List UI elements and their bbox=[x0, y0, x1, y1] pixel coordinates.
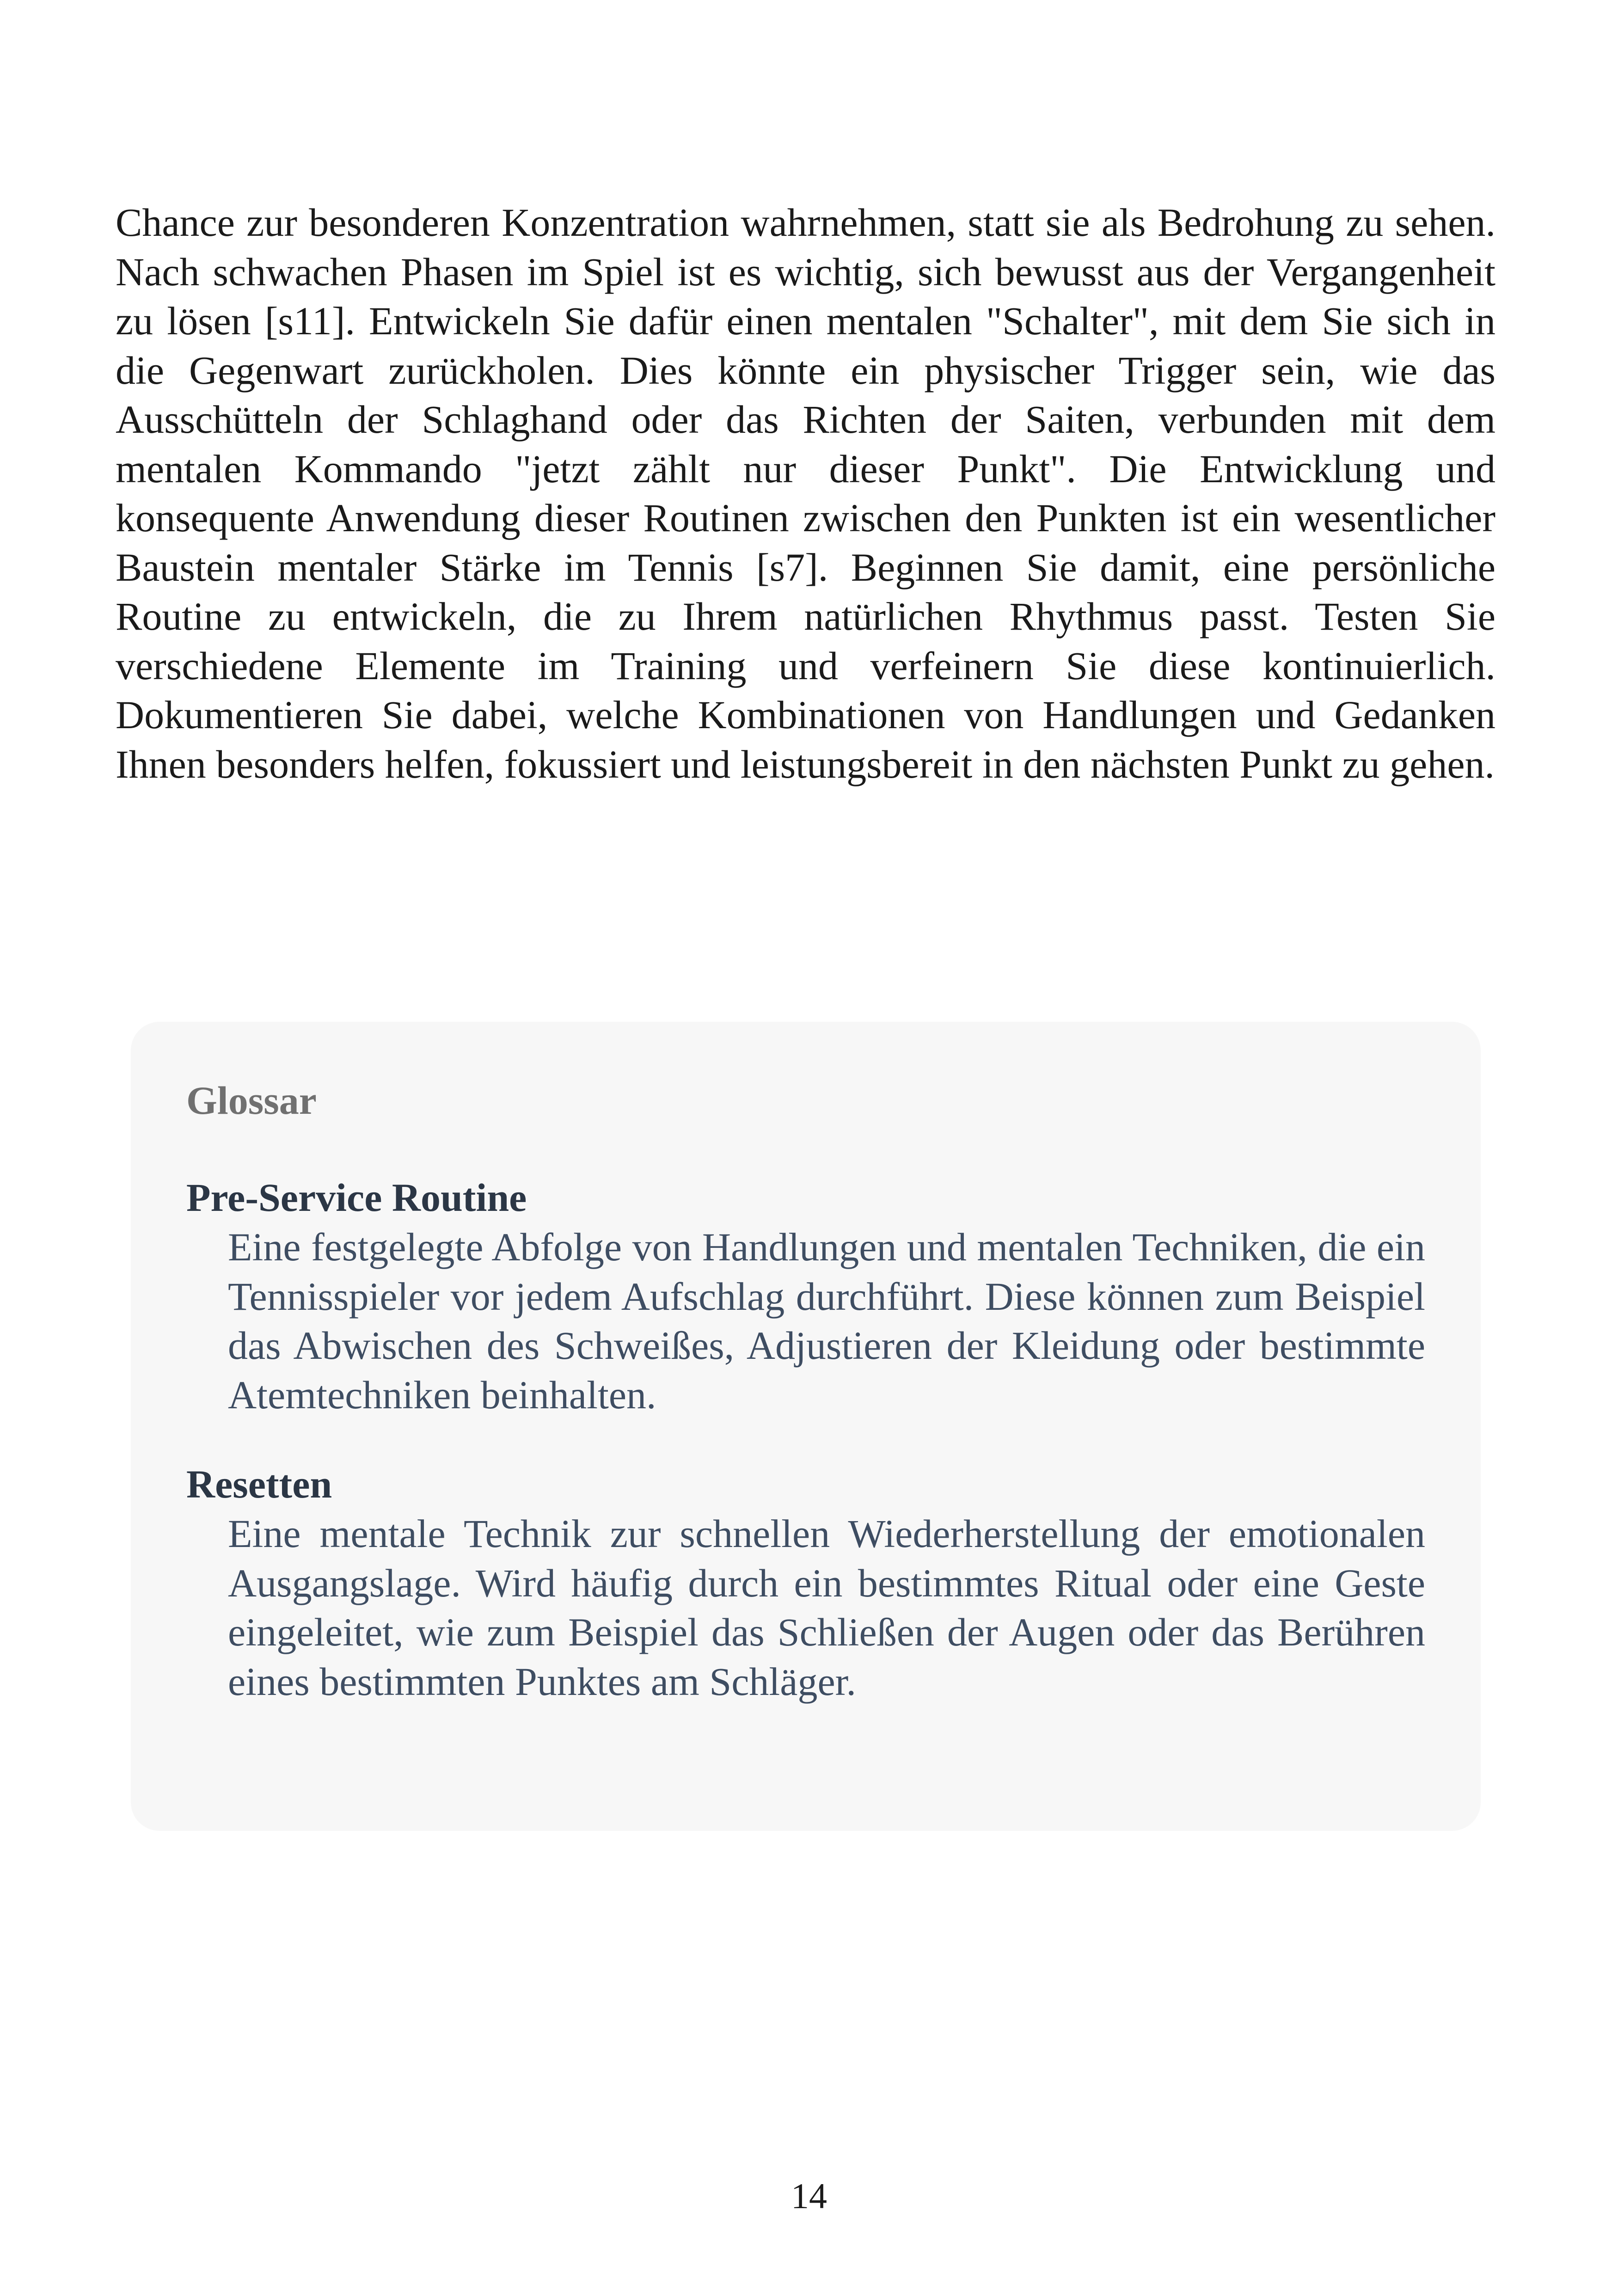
glossary-term: Pre-Service Routine bbox=[186, 1175, 527, 1220]
glossary-entry bbox=[186, 1459, 1425, 1706]
glossary-definition: Eine mentale Technik zur schnellen Wiederherstellung der emotionalen Ausgangslage. Wird häufig durch ein bestimmtes Ritual oder eine Geste eingeleitet, wie zum Beispiel das Schließen der Augen oder das Berühren eines bestimmten Punktes am Schläger. bbox=[228, 1511, 1425, 1704]
glossary-title: Glossar bbox=[186, 1078, 317, 1123]
glossary-box bbox=[131, 1022, 1481, 1831]
glossary-term: Resetten bbox=[186, 1462, 332, 1506]
page-number: 14 bbox=[791, 2176, 827, 2216]
glossary-entry bbox=[186, 1173, 1425, 1419]
glossary-definition: Eine festgelegte Abfolge von Handlungen und mentalen Techniken, die ein Tennisspieler vor jedem Aufschlag durchführt. Diese können zum Beispiel das Abwischen des Schweißes, Adjustieren der Kleidung oder bestimmte Atemtechniken beinhalten. bbox=[228, 1225, 1425, 1417]
body-paragraph: Chance zur besonderen Konzentration wahrnehmen, statt sie als Bedrohung zu sehen. Nach schwachen Phasen im Spiel ist es wichtig, sich bewusst aus der Vergangenheit zu lösen [s11]. Entwickeln Sie dafür einen mentalen "Schalter", mit dem Sie sich in die Gegenwart zurückholen. Dies könnte ein physischer Trigger sein, wie das Ausschütteln der Schlaghand oder das Richten der Saiten, verbunden mit dem mentalen Kommando "jetzt zählt nur dieser Punkt". Die Entwicklung und konsequente Anwendung dieser Routinen zwischen den Punkten ist ein wesentlicher Baustein mentaler Stärke im Tennis [s7]. Beginnen Sie damit, eine persönliche Routine zu entwickeln, die zu Ihrem natürlichen Rhythmus passt. Testen Sie verschiedene Elemente im Training und verfeinern Sie diese kontinuierlich. Dokumentieren Sie dabei, welche Kombinationen von Handlungen und Gedanken Ihnen besonders helfen, fokussiert und leistungsbereit in den nächsten Punkt zu gehen. bbox=[116, 200, 1495, 786]
